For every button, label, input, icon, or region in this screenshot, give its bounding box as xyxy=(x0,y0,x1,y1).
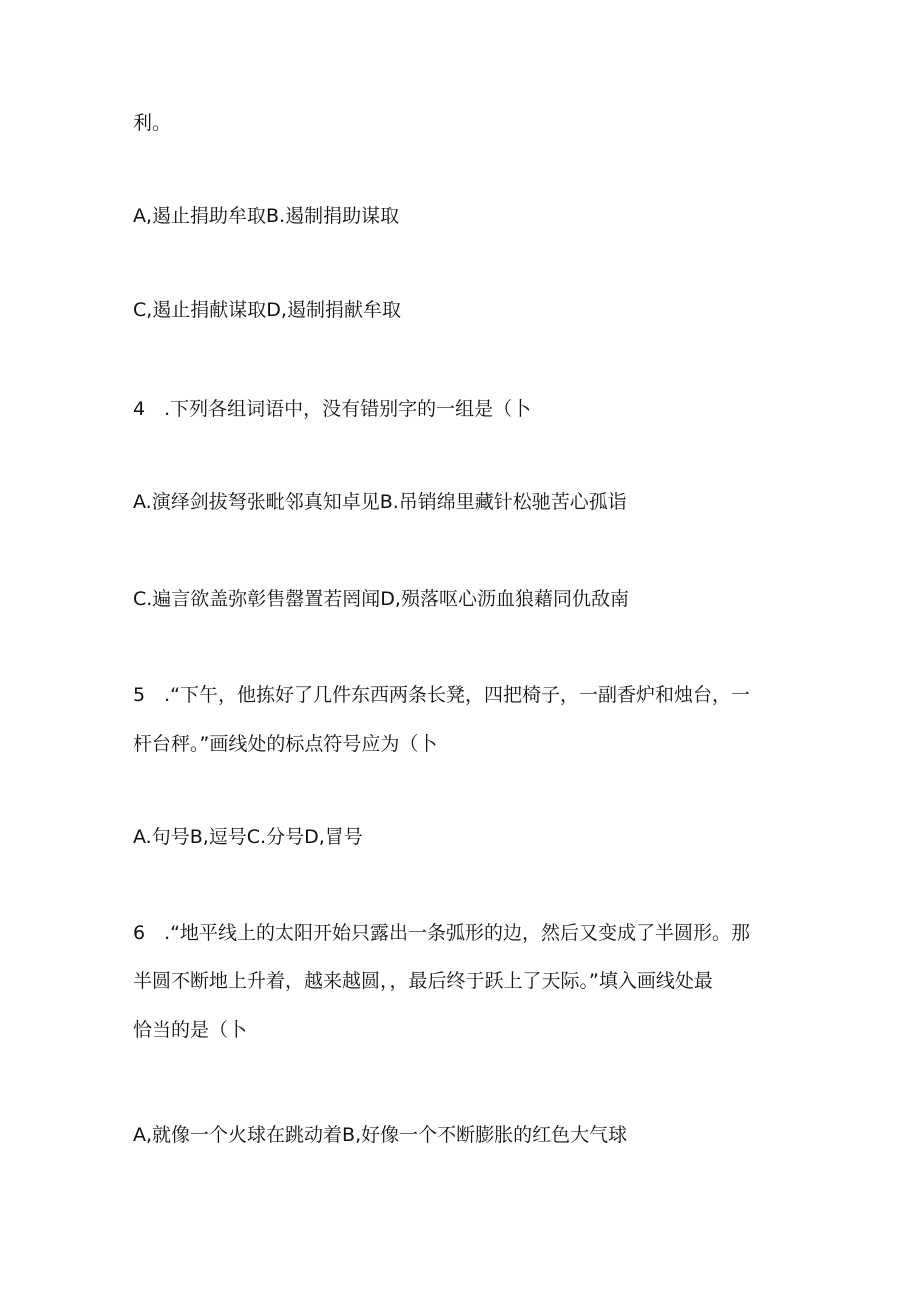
option-line: A,就像一个火球在跳动着B,好像一个不断膨胀的红色大气球 xyxy=(133,1124,628,1146)
question-line: 恰当的是（卜 xyxy=(133,1019,248,1041)
question-line: 半圆不断地上升着，越来越圆，，最后终于跃上了天际。”填入画线处最 xyxy=(133,970,713,992)
option-line: A,遏止捐助牟取B.遏制捐助谋取 xyxy=(133,205,400,227)
option-line: C,遏止捐献谋取D,遏制捐献牟取 xyxy=(133,299,401,321)
option-line: C.遍言欲盖弥彰售罄置若罔闻D,殒落呕心沥血狼藉同仇敌南 xyxy=(133,588,629,610)
question-line: 4 .下列各组词语中，没有错别字的一组是（卜 xyxy=(133,398,532,420)
text-line: 利。 xyxy=(133,112,172,134)
question-line: 6 .“地平线上的太阳开始只露出一条弧形的边，然后又变成了半圆形。那 xyxy=(133,922,750,944)
option-line: A.句号B,逗号C.分号D,冒号 xyxy=(133,826,363,848)
question-line: 杆台秤。”画线处的标点符号应为（卜 xyxy=(133,733,438,755)
option-line: A.演绎剑拔弩张毗邻真知卓见B.吊销绵里藏针松驰苦心孤诣 xyxy=(133,491,627,513)
question-line: 5 .“下午，他拣好了几件东西两条长凳，四把椅子，一副香炉和烛台，一 xyxy=(133,684,750,706)
